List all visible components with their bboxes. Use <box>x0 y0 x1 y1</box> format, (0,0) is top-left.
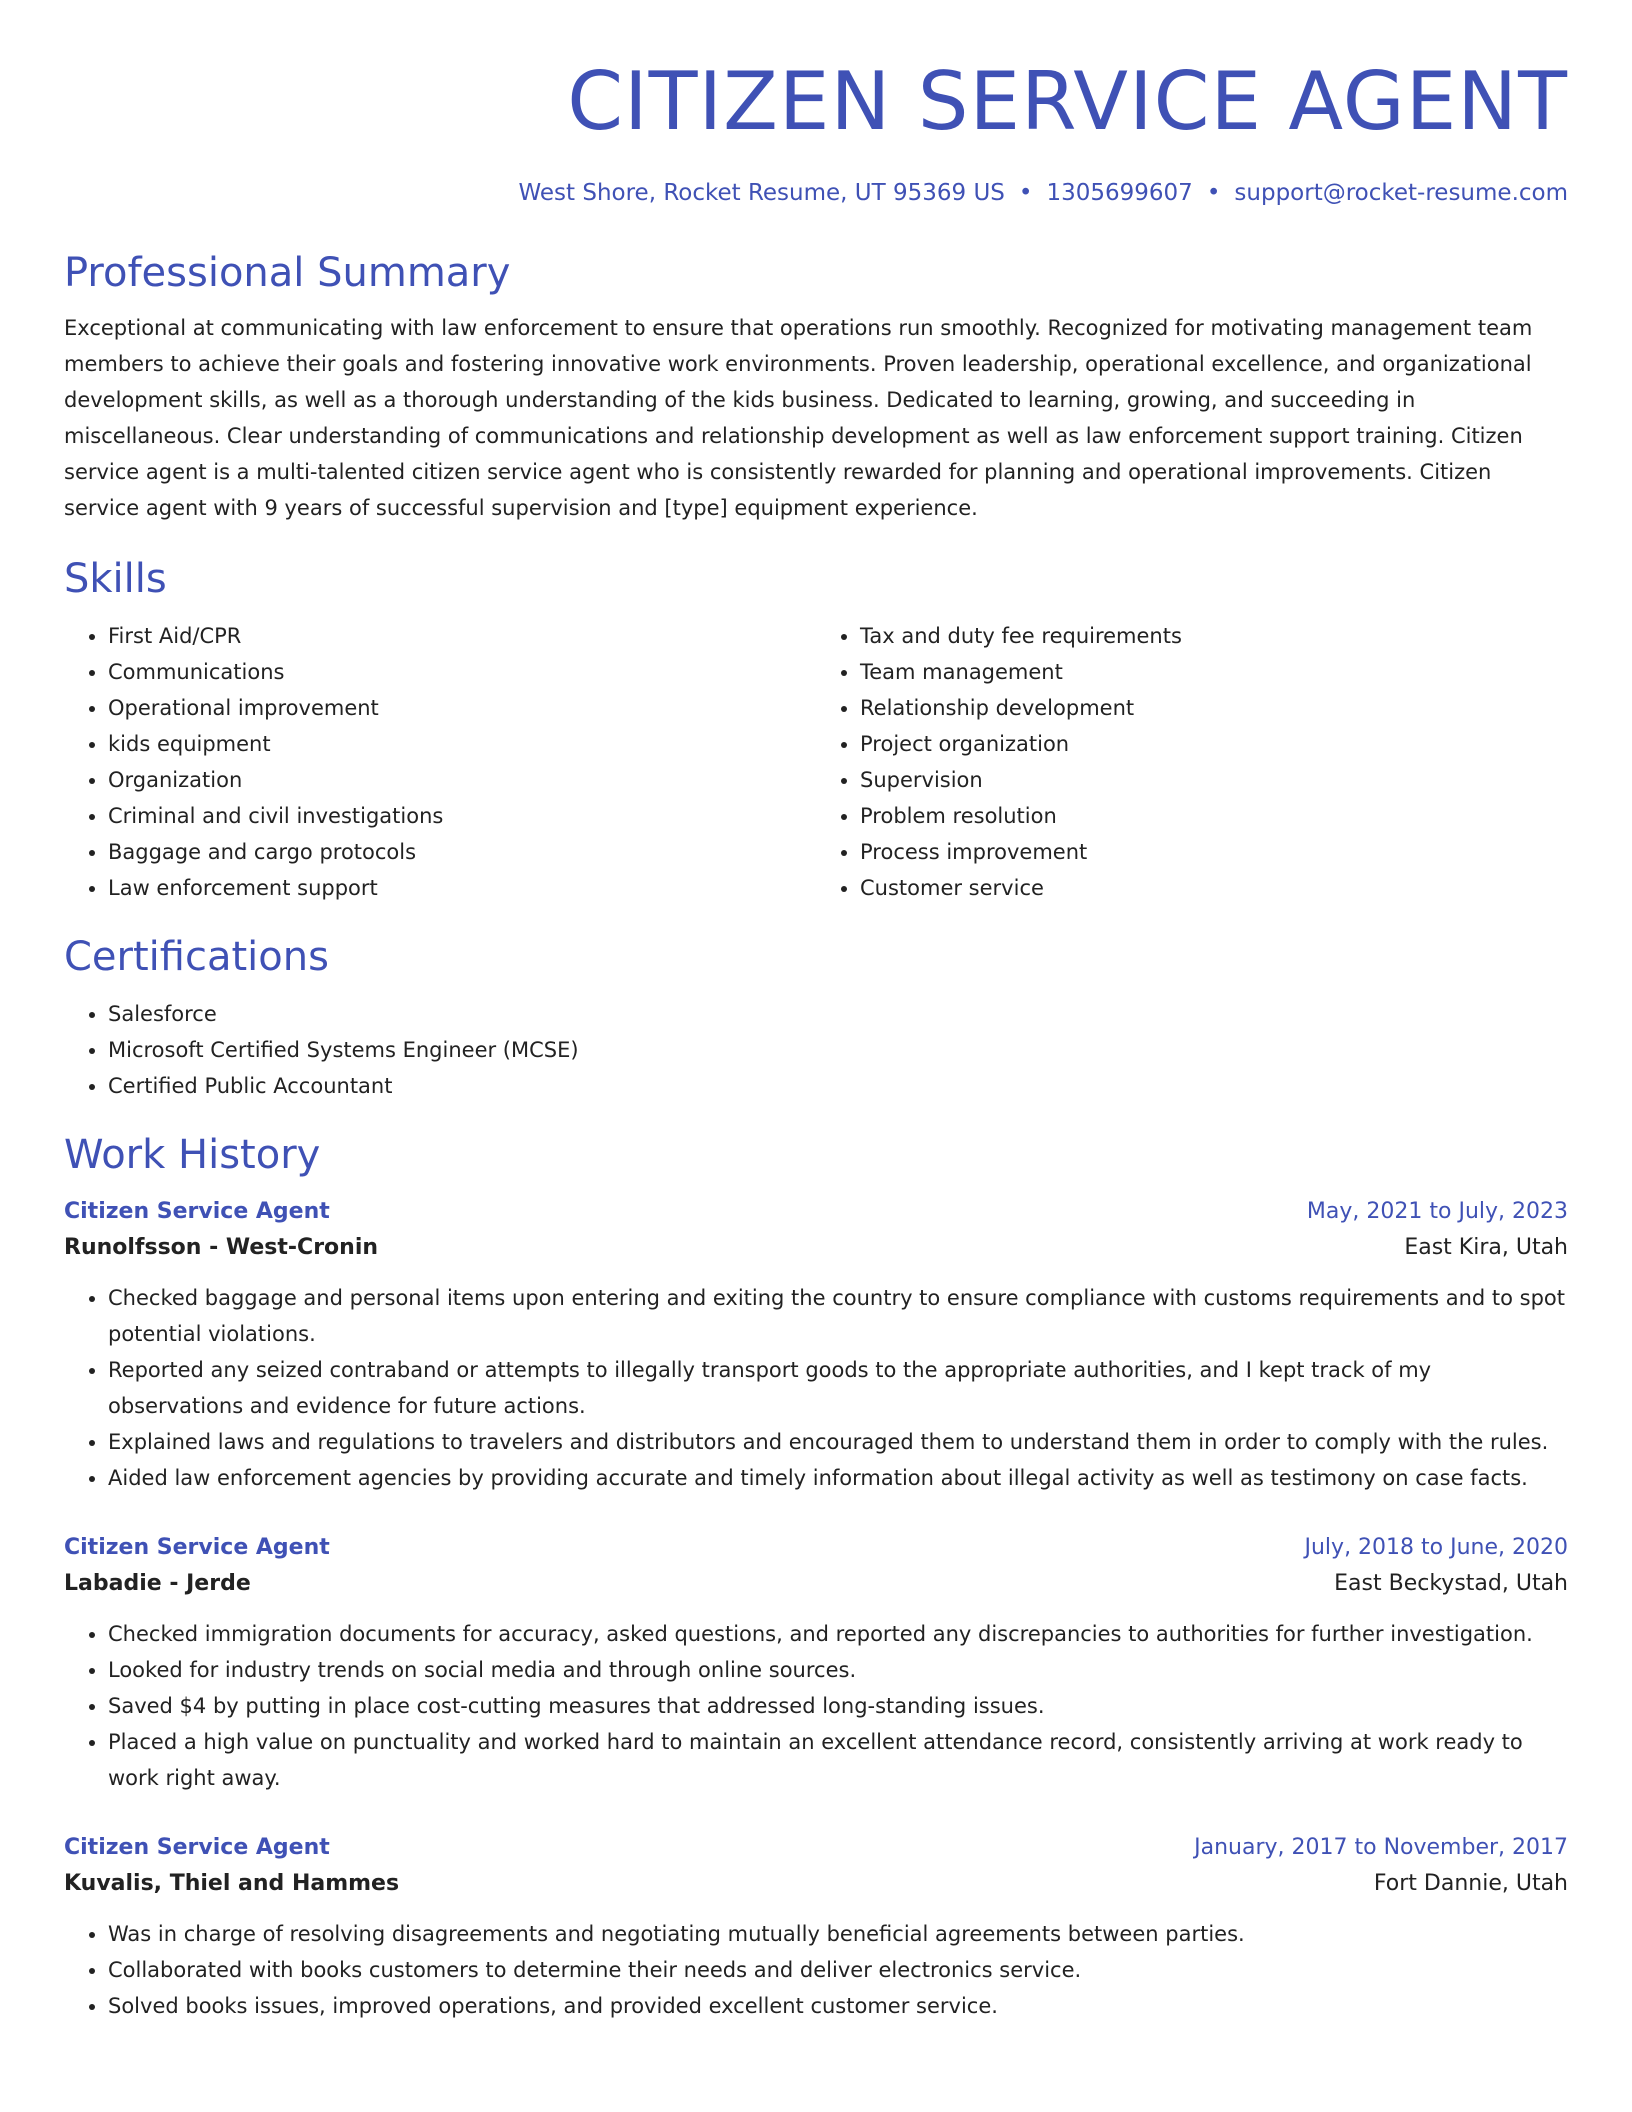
job-entry <box>64 1830 1568 2024</box>
job-bullet: • Was in charge of resolving disagreements and negotiating mutually beneficial agreements between parties. <box>108 1916 1568 1952</box>
certification-item: • Salesforce <box>108 996 1568 1032</box>
job-title: Citizen Service Agent <box>64 1535 330 1560</box>
separator-dot: • <box>1018 180 1033 206</box>
skill-item: • kids equipment <box>108 726 816 762</box>
job-company-row <box>64 1866 1568 1902</box>
job-location: East Beckystad, Utah <box>1334 1571 1568 1596</box>
job-dates: July, 2018 to June, 2020 <box>1304 1535 1568 1560</box>
job-bullet: • Saved $4 by putting in place cost-cutting measures that addressed long-standing issues. <box>108 1688 1568 1724</box>
contact-line <box>64 178 1568 208</box>
job-bullet: • Solved books issues, improved operations, and provided excellent customer service. <box>108 1988 1568 2024</box>
skill-item: • Team management <box>860 654 1568 690</box>
job-location: East Kira, Utah <box>1404 1235 1568 1260</box>
skill-item: • Law enforcement support <box>108 870 816 906</box>
skill-item: • Supervision <box>860 762 1568 798</box>
company-name: Labadie - Jerde <box>64 1571 251 1596</box>
job-bullet: • Collaborated with books customers to determine their needs and deliver electronics service. <box>108 1952 1568 1988</box>
address: West Shore, Rocket Resume, UT 95369 US <box>518 180 1005 206</box>
job-company-row <box>64 1230 1568 1266</box>
work-history-heading: Work History <box>64 1132 321 1178</box>
skill-item: • Process improvement <box>860 834 1568 870</box>
job-bullet: • Checked baggage and personal items upon entering and exiting the country to ensure compliance with customs requirements and to spot potential violations. <box>108 1280 1568 1352</box>
job-dates: January, 2017 to November, 2017 <box>1194 1835 1568 1860</box>
job-dates: May, 2021 to July, 2023 <box>1306 1199 1568 1224</box>
job-bullet: • Looked for industry trends on social media and through online sources. <box>108 1652 1568 1688</box>
resume-page <box>64 0 1568 2024</box>
summary-text: Exceptional at communicating with law enforcement to ensure that operations run smoothly. Recognized for motivating management team members to achieve their goals and fostering innovative work environments. Proven leadership, operational excellence, and organizational development skills, as well as a thorough understanding of the kids business. Dedicated to learning, growing, and succeeding in miscellaneous. Clear understanding of communications and relationship development as well as law enforcement support training. Citizen service agent is a multi-talented citizen service agent who is consistently rewarded for planning and operational improvements. Citizen service agent with 9 years of successful supervision and [type] equipment experience. <box>64 316 1533 520</box>
job-bullet: • Placed a high value on punctuality and worked hard to maintain an excellent attendance record, consistently arriving at work ready to work right away. <box>108 1724 1568 1796</box>
summary-heading: Professional Summary <box>64 250 511 296</box>
job-bullet: • Reported any seized contraband or attempts to illegally transport goods to the appropriate authorities, and I kept track of my observations and evidence for future actions. <box>108 1352 1568 1424</box>
job-title: Citizen Service Agent <box>64 1835 330 1860</box>
job-header-row <box>64 1530 1568 1566</box>
skill-item: • Criminal and civil investigations <box>108 798 816 834</box>
skill-item: • Project organization <box>860 726 1568 762</box>
skill-item: • Problem resolution <box>860 798 1568 834</box>
company-name: Runolfsson - West-Cronin <box>64 1235 379 1260</box>
skill-item: • Baggage and cargo protocols <box>108 834 816 870</box>
job-bullets <box>64 1616 1568 1796</box>
candidate-name: CITIZEN SERVICE AGENT <box>567 55 1568 148</box>
job-location: Fort Dannie, Utah <box>1373 1871 1568 1896</box>
email-link[interactable]: support@rocket-resume.com <box>1234 180 1568 206</box>
skills-right-list <box>816 618 1568 906</box>
skill-item: • Operational improvement <box>108 690 816 726</box>
job-bullet: • Explained laws and regulations to travelers and distributors and encouraged them to understand them in order to comply with the rules. <box>108 1424 1568 1460</box>
certification-item: • Microsoft Certified Systems Engineer (MCSE) <box>108 1032 1568 1068</box>
job-entry <box>64 1530 1568 1796</box>
job-entry <box>64 1194 1568 1496</box>
job-bullet: • Aided law enforcement agencies by providing accurate and timely information about illegal activity as well as testimony on case facts. <box>108 1460 1568 1496</box>
job-bullet: • Checked immigration documents for accuracy, asked questions, and reported any discrepancies to authorities for further investigation. <box>108 1616 1568 1652</box>
phone: 1305699607 <box>1046 180 1193 206</box>
separator-dot: • <box>1206 180 1221 206</box>
job-header-row <box>64 1830 1568 1866</box>
certifications-heading: Certifications <box>64 934 329 980</box>
certification-item: • Certified Public Accountant <box>108 1068 1568 1104</box>
skill-item: • Organization <box>108 762 816 798</box>
skills-heading: Skills <box>64 556 167 602</box>
job-company-row <box>64 1566 1568 1602</box>
skill-item: • Relationship development <box>860 690 1568 726</box>
job-bullets <box>64 1916 1568 2024</box>
skill-item: • First Aid/CPR <box>108 618 816 654</box>
company-name: Kuvalis, Thiel and Hammes <box>64 1871 400 1896</box>
job-bullets <box>64 1280 1568 1496</box>
certifications-list <box>64 996 1568 1104</box>
skills-left-list <box>64 618 816 906</box>
skills-columns <box>64 618 1568 906</box>
job-title: Citizen Service Agent <box>64 1199 330 1224</box>
skill-item: • Communications <box>108 654 816 690</box>
skill-item: • Tax and duty fee requirements <box>860 618 1568 654</box>
skill-item: • Customer service <box>860 870 1568 906</box>
job-header-row <box>64 1194 1568 1230</box>
